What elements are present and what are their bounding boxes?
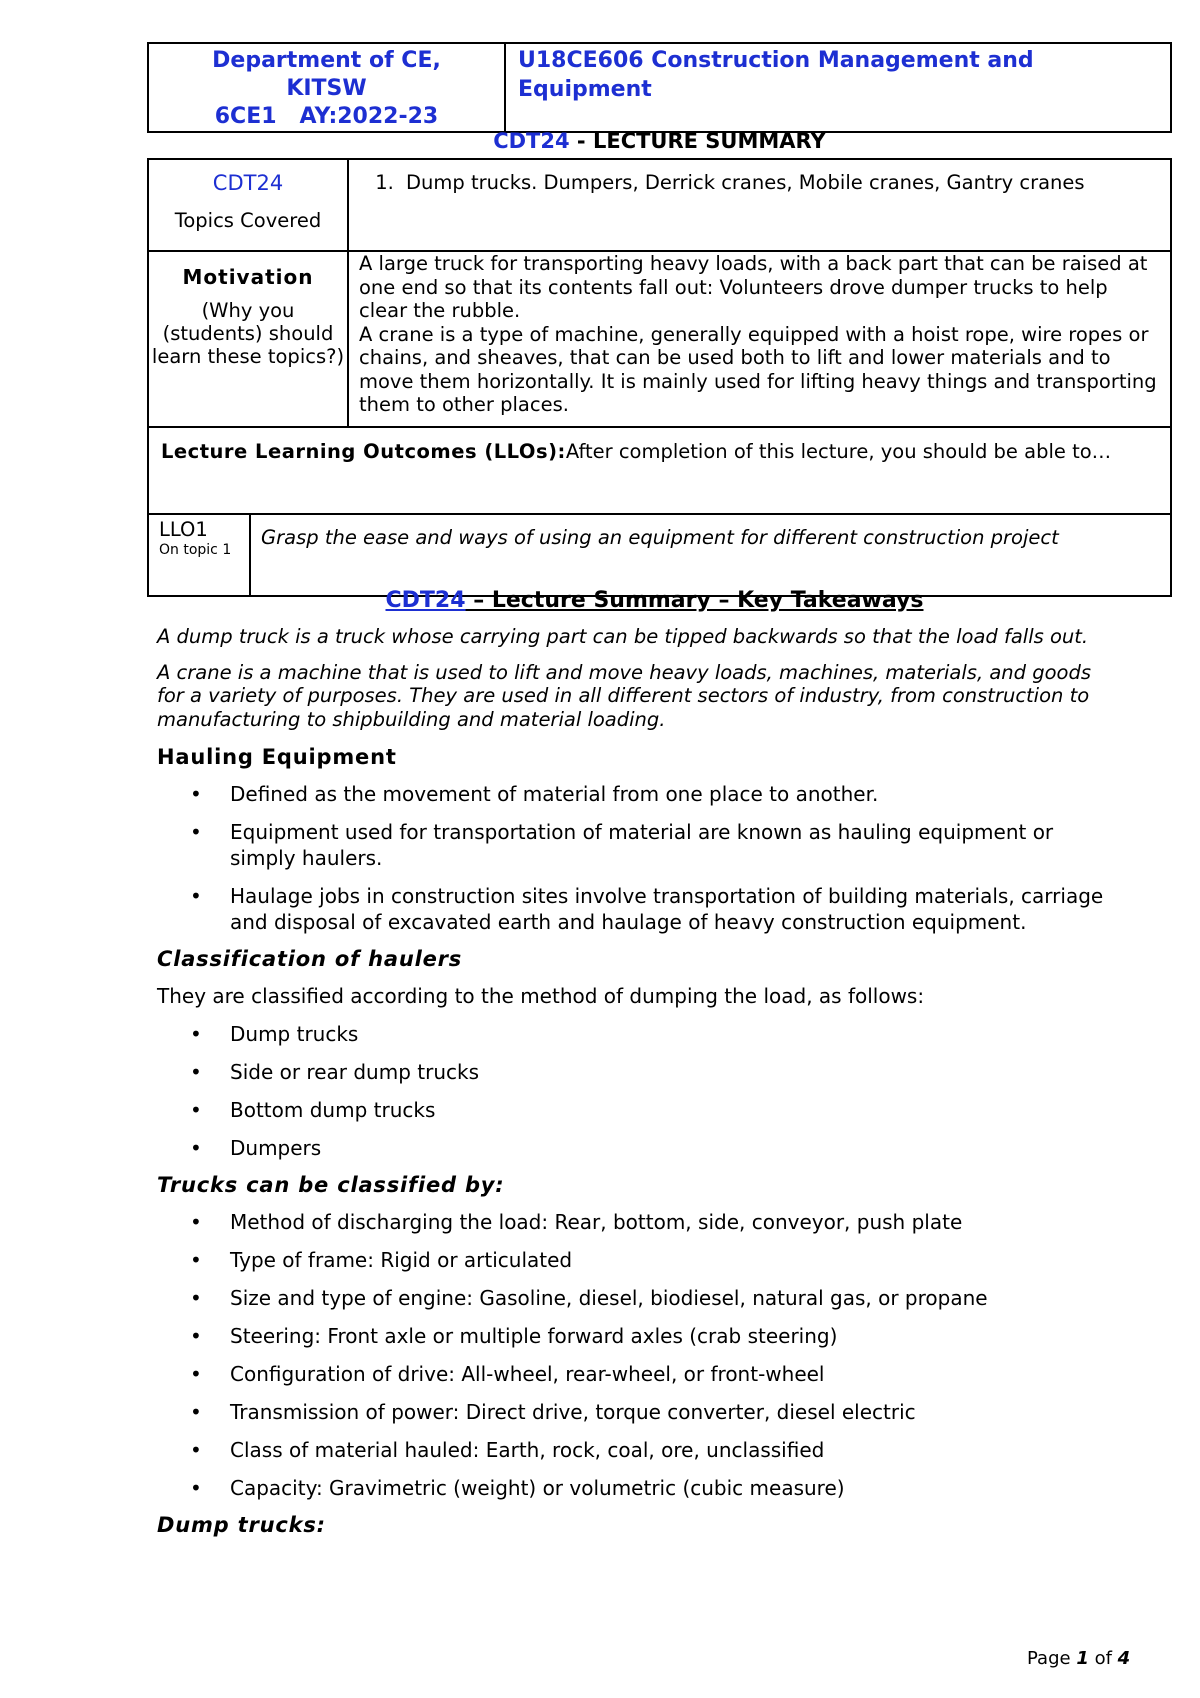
- list-item: [157, 883, 1117, 935]
- topics-cell: [348, 159, 1171, 251]
- list-item-text: Dumpers: [230, 1136, 322, 1160]
- trucks-list: [157, 1209, 1117, 1501]
- list-item-text: Equipment used for transportation of material are known as hauling equipment or simply haulers.: [230, 820, 1054, 870]
- bullet-icon: •: [190, 1362, 202, 1386]
- llo-heading: Lecture Learning Outcomes (LLOs):: [161, 440, 566, 463]
- list-item: [157, 1059, 1117, 1085]
- classification-intro: They are classified according to the method of dumping the load, as follows:: [157, 984, 925, 1008]
- list-item-text: Haulage jobs in construction sites involve transportation of building materials, carriage and disposal of excavated earth and haulage of heavy construction equipment.: [230, 884, 1104, 934]
- motivation-paragraph-1: A large truck for transporting heavy loads, with a back part that can be raised at one end so that its contents fall out: Volunteers drove dumper trucks to help clear the rubble.: [359, 252, 1148, 322]
- list-item: [157, 1209, 1117, 1235]
- bullet-icon: •: [190, 1136, 202, 1160]
- llo-code: LLO1: [159, 518, 208, 541]
- list-item-text: Bottom dump trucks: [230, 1098, 436, 1122]
- llo-inner-table: [149, 515, 1170, 595]
- bullet-icon: •: [190, 782, 202, 806]
- lecture-info-table: [147, 158, 1172, 597]
- list-item-text: Configuration of drive: All-wheel, rear-wheel, or front-wheel: [230, 1362, 825, 1386]
- list-item: [157, 1437, 1117, 1463]
- key-takeaways-code: CDT24: [385, 588, 466, 613]
- motivation-text-cell: [348, 251, 1171, 427]
- page-word: Page: [1027, 1648, 1071, 1669]
- bullet-icon: •: [190, 1400, 202, 1424]
- list-item: [157, 1361, 1117, 1387]
- bullet-icon: •: [190, 1476, 202, 1500]
- motivation-subheading: (Why you (students) should learn these topics?): [151, 299, 345, 368]
- llo-code-cell: [149, 515, 250, 595]
- llo-on-topic: On topic 1: [159, 542, 232, 558]
- page-number: [1027, 1648, 1130, 1669]
- list-item-text: Class of material hauled: Earth, rock, coal, ore, unclassified: [230, 1438, 825, 1462]
- bullet-icon: •: [190, 820, 202, 844]
- llo-description: Grasp the ease and ways of using an equipment for different construction project: [261, 526, 1059, 549]
- topics-code: CDT24: [212, 171, 284, 195]
- list-item-text: Type of frame: Rigid or articulated: [230, 1248, 573, 1272]
- list-item: [157, 1135, 1117, 1161]
- llo-heading-cell: [148, 427, 1171, 514]
- lecture-title-text: - LECTURE SUMMARY: [569, 129, 826, 153]
- list-item: [157, 1323, 1117, 1349]
- course-title: U18CE606 Construction Management and Equipment: [505, 43, 1171, 132]
- list-item-text: Dump trucks: [230, 1022, 359, 1046]
- list-item-text: Transmission of power: Direct drive, torque converter, diesel electric: [230, 1400, 916, 1424]
- llo-heading-rest: After completion of this lecture, you should be able to…: [565, 440, 1112, 463]
- bullet-icon: •: [190, 1060, 202, 1084]
- list-item-text: Method of discharging the load: Rear, bottom, side, conveyor, push plate: [230, 1210, 963, 1234]
- dump-truck-definition: A dump truck is a truck whose carrying part can be tipped backwards so that the load falls out.: [157, 625, 1089, 648]
- list-item: [157, 1021, 1117, 1047]
- list-item: [157, 1097, 1117, 1123]
- class-year: 6CE1 AY:2022-23: [214, 104, 439, 129]
- list-item: [157, 819, 1117, 871]
- list-item-text: Capacity: Gravimetric (weight) or volumetric (cubic measure): [230, 1476, 845, 1500]
- list-item: [157, 1475, 1117, 1501]
- list-item: [157, 1285, 1117, 1311]
- lecture-code: CDT24: [493, 129, 570, 153]
- hauling-list: [157, 781, 1117, 935]
- department-cell: [148, 43, 505, 132]
- bullet-icon: •: [190, 1022, 202, 1046]
- list-item-text: Steering: Front axle or multiple forward axles (crab steering): [230, 1324, 838, 1348]
- list-item-text: Side or rear dump trucks: [230, 1060, 479, 1084]
- list-item: [157, 781, 1117, 807]
- header-table: [147, 42, 1172, 133]
- bullet-icon: •: [190, 1098, 202, 1122]
- trucks-heading: Trucks can be classified by:: [157, 1173, 505, 1197]
- current-page: 1: [1076, 1648, 1089, 1669]
- bullet-icon: •: [190, 1210, 202, 1234]
- motivation-label-cell: [148, 251, 348, 427]
- topic-list: [350, 171, 1169, 194]
- topics-label: Topics Covered: [174, 209, 322, 232]
- lecture-summary-title: [147, 129, 1172, 153]
- bullet-icon: •: [190, 1438, 202, 1462]
- list-item: [157, 1247, 1117, 1273]
- of-word: of: [1094, 1648, 1112, 1669]
- topics-label-cell: [148, 159, 348, 251]
- crane-definition: A crane is a machine that is used to lift and move heavy loads, machines, materials, and goods for a variety of purposes. They are used in all different sectors of industry, from construction to manufacturing to shipbuilding and material loading.: [157, 660, 1092, 731]
- list-item: [157, 1399, 1117, 1425]
- list-item-text: Size and type of engine: Gasoline, diesel, biodiesel, natural gas, or propane: [230, 1286, 988, 1310]
- classification-heading: Classification of haulers: [157, 947, 463, 971]
- total-pages: 4: [1117, 1648, 1131, 1669]
- summary-content: [157, 588, 1117, 1537]
- llo-row-cell: [148, 514, 1171, 596]
- motivation-heading: Motivation: [182, 265, 314, 289]
- bullet-icon: •: [190, 1324, 202, 1348]
- bullet-icon: •: [190, 1248, 202, 1272]
- institute-name: KITSW: [286, 76, 367, 101]
- key-takeaways-text: – Lecture Summary – Key Takeaways: [465, 588, 924, 613]
- department-name: Department of CE,: [212, 48, 441, 73]
- dump-trucks-heading: Dump trucks:: [157, 1513, 326, 1537]
- bullet-icon: •: [190, 884, 202, 908]
- motivation-paragraph-2: A crane is a type of machine, generally equipped with a hoist rope, wire ropes or chains, and sheaves, that can be used both to lift and lower materials and to move them horizontally. It is mainly used for lifting heavy things and transporting them to other places.: [359, 322, 1157, 416]
- hauling-heading: Hauling Equipment: [157, 745, 397, 769]
- classification-list: [157, 1021, 1117, 1161]
- key-takeaways-title: [147, 588, 1162, 613]
- topic-item: 1. Dump trucks. Dumpers, Derrick cranes, Mobile cranes, Gantry cranes: [400, 171, 1169, 194]
- list-item-text: Defined as the movement of material from one place to another.: [230, 782, 879, 806]
- bullet-icon: •: [190, 1286, 202, 1310]
